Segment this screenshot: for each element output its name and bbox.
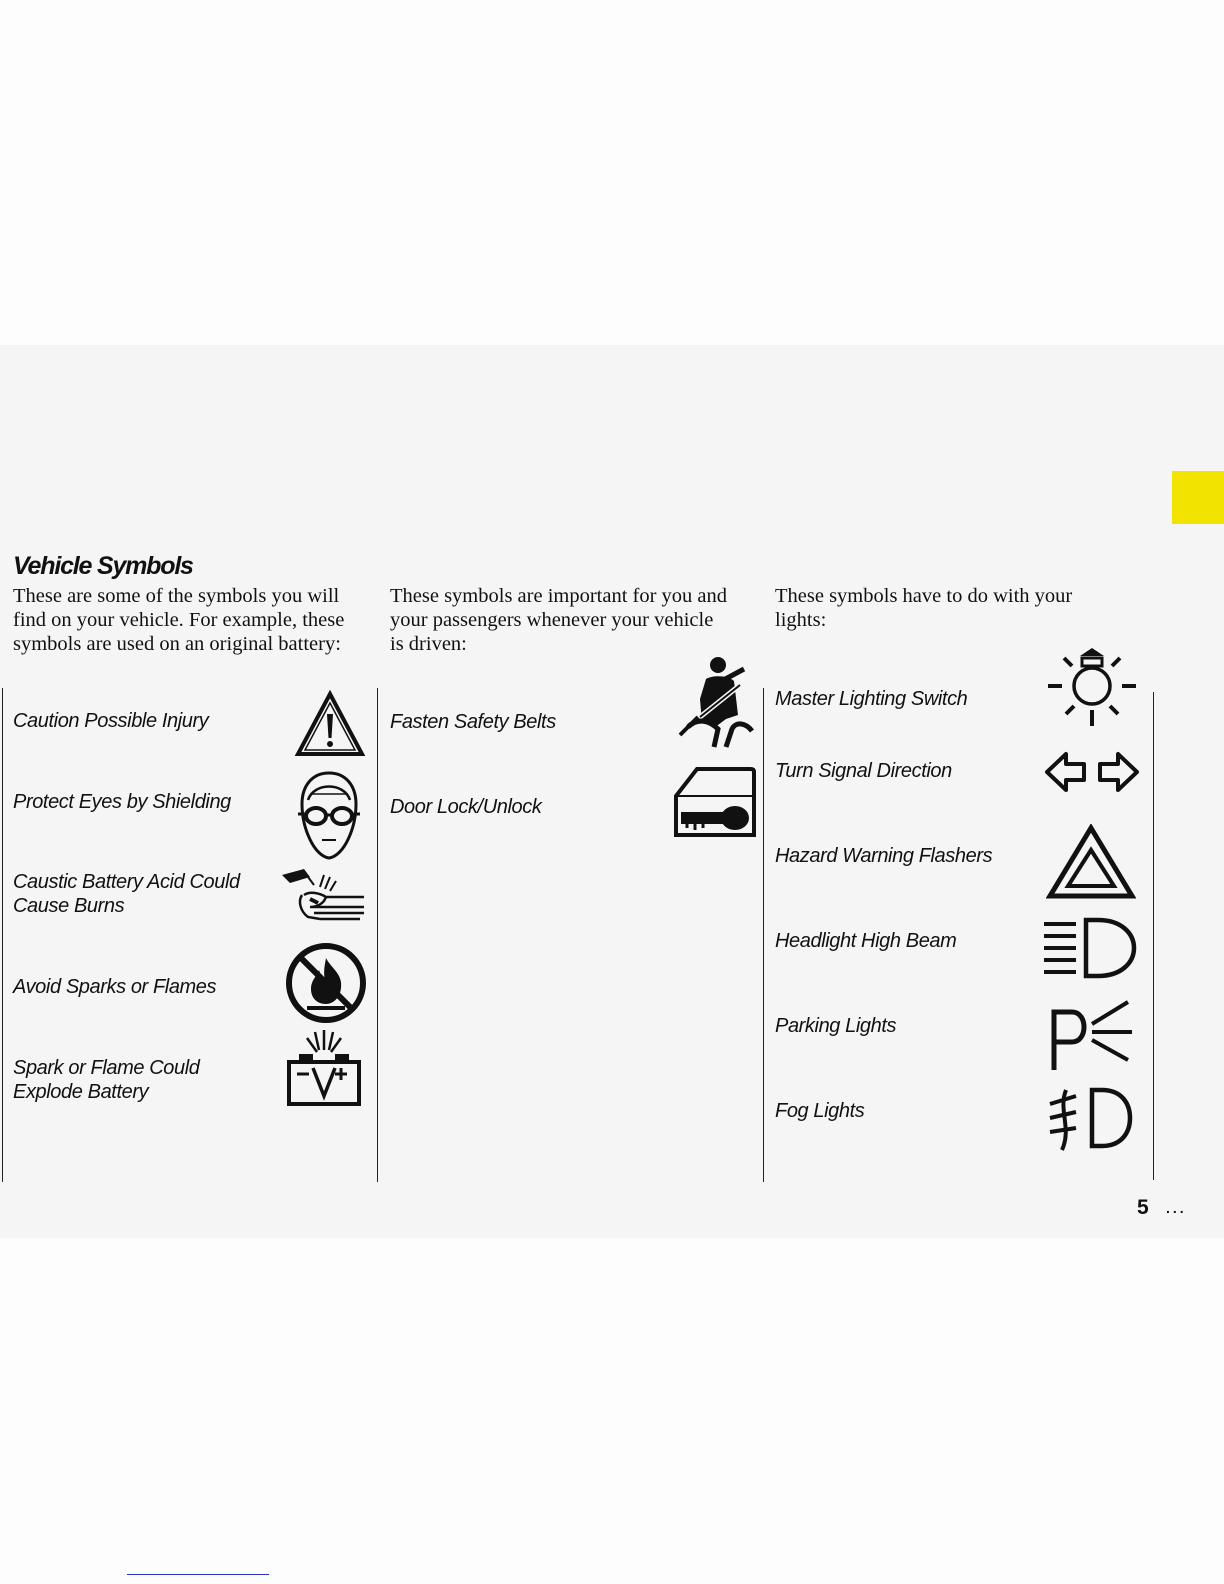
symbol-label-door-lock: Door Lock/Unlock: [390, 796, 542, 818]
column-3-right-rule: [1153, 692, 1154, 1180]
hazard-triangle-icon: [1046, 824, 1136, 900]
page-number: 5: [1137, 1196, 1149, 1219]
master-lighting-icon: [1046, 644, 1138, 736]
column-1-left-rule: [2, 688, 3, 1182]
column-2-right-rule: [763, 688, 764, 1182]
acid-burn-hand-icon: [280, 865, 370, 925]
column-1-intro: These are some of the symbols you will find on your vehicle. For example, these symbols are used on an original battery:: [13, 585, 345, 655]
fog-lights-icon: [1046, 1084, 1136, 1154]
symbol-label-caustic-acid: Caustic Battery Acid Could Cause Burns: [13, 871, 240, 917]
column-2-intro: These symbols are important for you and your passengers whenever your vehicle is driven:: [390, 585, 728, 655]
symbol-label-avoid-sparks: Avoid Sparks or Flames: [13, 976, 217, 998]
caution-triangle-icon: [294, 690, 366, 758]
page-number-dots: ...: [1166, 1200, 1187, 1216]
symbol-label-protect-eyes: Protect Eyes by Shielding: [13, 791, 231, 813]
symbol-label-caution-possible-injury: Caution Possible Injury: [13, 710, 209, 732]
footer-link-underline[interactable]: [127, 1574, 269, 1575]
section-tab-marker: [1172, 471, 1224, 524]
seat-belt-icon: [678, 655, 756, 751]
symbol-label-high-beam: Headlight High Beam: [775, 930, 957, 952]
turn-signal-arrows-icon: [1044, 750, 1140, 794]
page-title: Vehicle Symbols: [13, 552, 193, 580]
column-1-right-rule: [377, 688, 378, 1182]
symbol-label-parking-lights: Parking Lights: [775, 1015, 897, 1037]
symbol-label-explode-battery: Spark or Flame Could Explode Battery: [13, 1057, 200, 1103]
symbol-label-fog-lights: Fog Lights: [775, 1100, 865, 1122]
parking-lights-icon: [1048, 998, 1136, 1074]
symbol-label-hazard-flashers: Hazard Warning Flashers: [775, 845, 993, 867]
column-3-intro: These symbols have to do with your lights:: [775, 585, 1073, 631]
no-flames-icon: [285, 942, 367, 1024]
symbol-label-master-lighting: Master Lighting Switch: [775, 688, 968, 710]
door-lock-key-icon: [673, 766, 757, 838]
symbol-label-turn-signal: Turn Signal Direction: [775, 760, 952, 782]
high-beam-icon: [1042, 916, 1138, 980]
symbol-label-fasten-safety-belts: Fasten Safety Belts: [390, 711, 556, 733]
eye-protection-face-icon: [296, 770, 362, 862]
exploding-battery-icon: [285, 1030, 363, 1108]
